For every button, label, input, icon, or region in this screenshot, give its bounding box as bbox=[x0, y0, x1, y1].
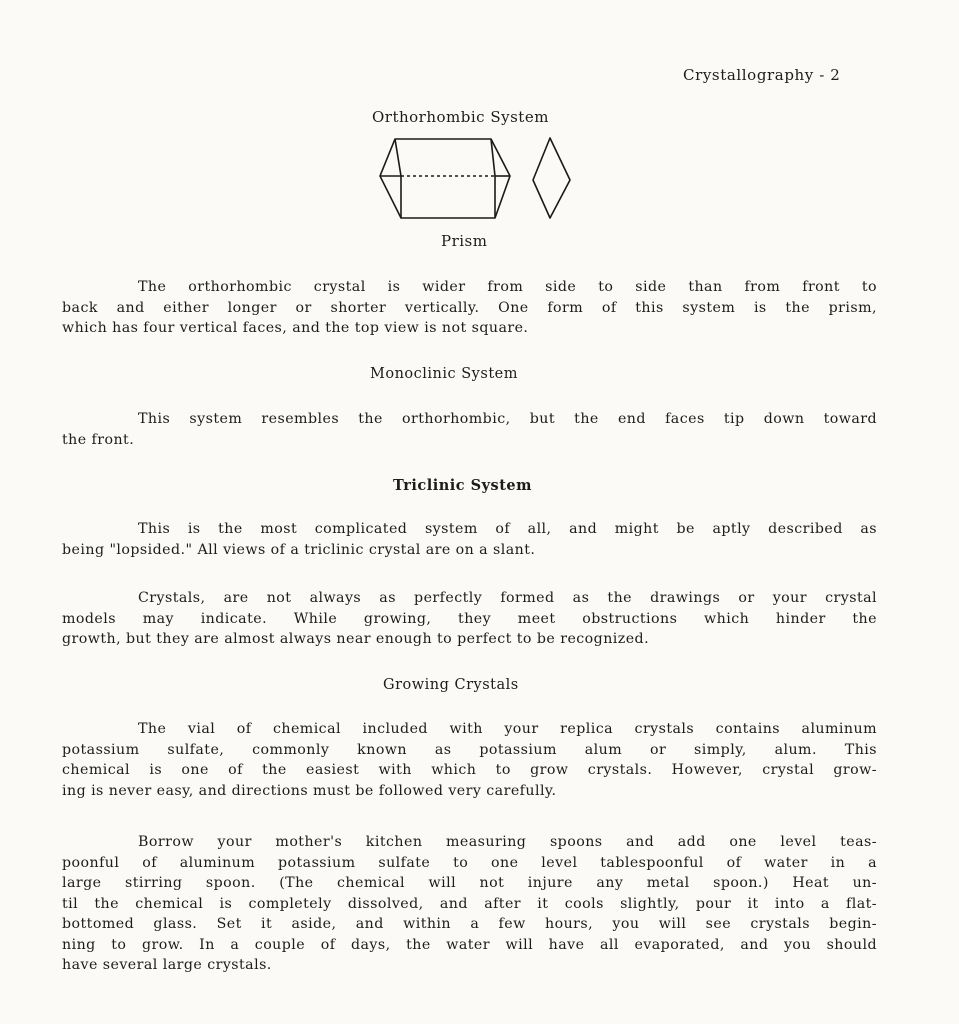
figure-caption: Prism bbox=[441, 232, 488, 250]
text-line: bottomed glass. Set it aside, and within a few hours, you will see crystals begin- bbox=[62, 916, 877, 932]
paragraph-crystals-formed bbox=[62, 588, 877, 650]
text-line: poonful of aluminum potassium sulfate to one level tablespoonful of water in a bbox=[62, 854, 877, 871]
text-line: growth, but they are almost always near enough to perfect to be recognized. bbox=[62, 631, 650, 647]
text-line: chemical is one of the easiest with which to grow crystals. However, crystal grow- bbox=[62, 762, 877, 778]
page-header: Crystallography - 2 bbox=[683, 66, 841, 84]
section-heading-triclinic: Triclinic System bbox=[393, 477, 532, 494]
text-line: have several large crystals. bbox=[62, 957, 272, 973]
text-line: ing is never easy, and directions must be followed very carefully. bbox=[62, 782, 557, 799]
section-heading-monoclinic: Monoclinic System bbox=[370, 366, 518, 382]
paragraph-triclinic bbox=[62, 519, 877, 560]
text-line: til the chemical is completely dissolved, and after it cools slightly, pour it into a flat- bbox=[62, 895, 877, 912]
paragraph-borrow-spoons bbox=[62, 832, 877, 976]
text-line: ning to grow. In a couple of days, the water will have all evaporated, and you should bbox=[62, 936, 877, 953]
text-line: The vial of chemical included with your replica crystals contains aluminum bbox=[138, 721, 877, 737]
text-line: potassium sulfate, commonly known as potassium alum or simply, alum. This bbox=[62, 741, 877, 758]
text-line: being "lopsided." All views of a triclinic crystal are on a slant. bbox=[62, 541, 536, 558]
paragraph-orthorhombic bbox=[62, 277, 877, 339]
text-line: The orthorhombic crystal is wider from side to side than from front to bbox=[138, 279, 877, 295]
text-line: This system resembles the orthorhombic, but the end faces tip down toward bbox=[138, 411, 877, 427]
text-line: Crystals, are not always as perfectly formed as the drawings or your crystal bbox=[138, 590, 877, 606]
section-heading-growing-crystals: Growing Crystals bbox=[383, 677, 519, 693]
figure-title: Orthorhombic System bbox=[372, 108, 549, 126]
text-line: Borrow your mother's kitchen measuring spoons and add one level teas- bbox=[138, 834, 877, 850]
orthorhombic-prism-drawing-icon bbox=[374, 134, 574, 224]
text-line: This is the most complicated system of all, and might be aptly described as bbox=[138, 521, 877, 537]
text-line: models may indicate. While growing, they meet obstructions which hinder the bbox=[62, 610, 877, 627]
text-line: which has four vertical faces, and the top view is not square. bbox=[62, 320, 529, 336]
paragraph-monoclinic bbox=[62, 409, 877, 450]
text-line: large stirring spoon. (The chemical will not injure any metal spoon.) Heat un- bbox=[62, 875, 877, 891]
text-line: the front. bbox=[62, 431, 135, 448]
paragraph-vial-of-chemical bbox=[62, 719, 877, 801]
text-line: back and either longer or shorter vertically. One form of this system is the prism, bbox=[62, 299, 877, 316]
